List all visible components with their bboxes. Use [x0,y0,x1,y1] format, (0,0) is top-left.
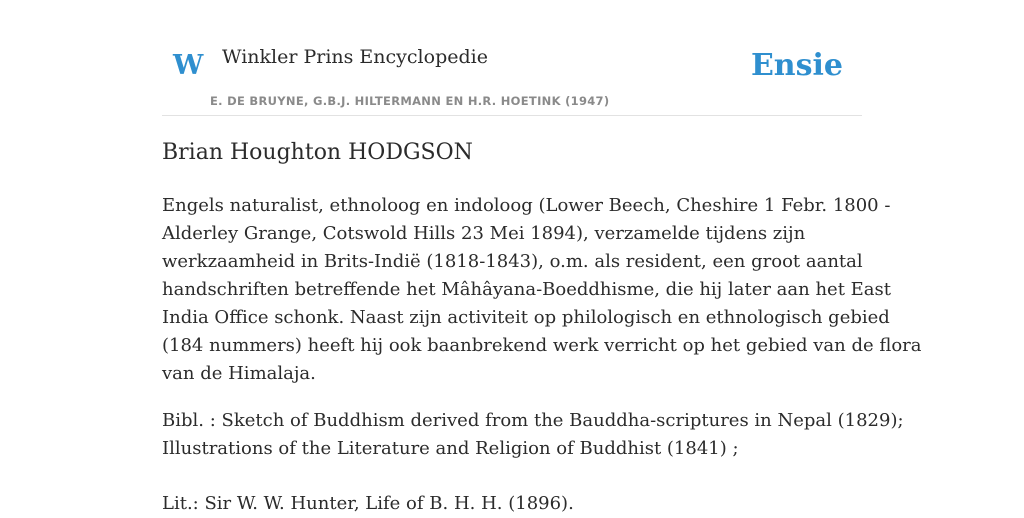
article-paragraph-literature [162,490,862,518]
paragraph-line: Bibl. : Sketch of Buddhism derived from the Bauddha-scriptures in Nepal (1829); [162,410,904,431]
article-title: Brian Houghton HODGSON [162,140,473,165]
paragraph-line: Engels naturalist, ethnoloog en indoloog (Lower Beech, Cheshire 1 Febr. 1800 - [162,195,891,216]
paragraph-line: Illustrations of the Literature and Religion of Buddhist (1841) ; [162,438,739,459]
article-paragraph-bibliography [162,407,904,463]
paragraph-line: Lit.: Sir W. W. Hunter, Life of B. H. H. (1896). [162,493,574,514]
page-container [162,0,922,514]
paragraph-line: van de Himalaja. [162,363,316,384]
paragraph-line: werkzaamheid in Brits-Indië (1818-1843), o.m. als resident, een groot aantal [162,251,863,272]
article-paragraph-description [162,192,922,388]
paragraph-line: Alderley Grange, Cotswold Hills 23 Mei 1894), verzamelde tijdens zijn [162,223,806,244]
site-title[interactable]: Winkler Prins Encyclopedie [222,46,488,68]
paragraph-line: India Office schonk. Naast zijn activiteit op philologisch en ethnologisch gebied [162,307,890,328]
paragraph-line: (184 nummers) heeft hij ook baanbrekend werk verricht op het gebied van de flora [162,335,922,356]
site-authors: E. DE BRUYNE, G.B.J. HILTERMANN EN H.R. HOETINK (1947) [210,94,610,108]
ensie-brand-logo[interactable]: Ensie [750,48,843,83]
site-header [162,0,862,116]
paragraph-line: handschriften betreffende het Mâhâyana-Boeddhisme, die hij later aan het East [162,279,891,300]
winkler-prins-logo[interactable]: W [173,50,204,81]
